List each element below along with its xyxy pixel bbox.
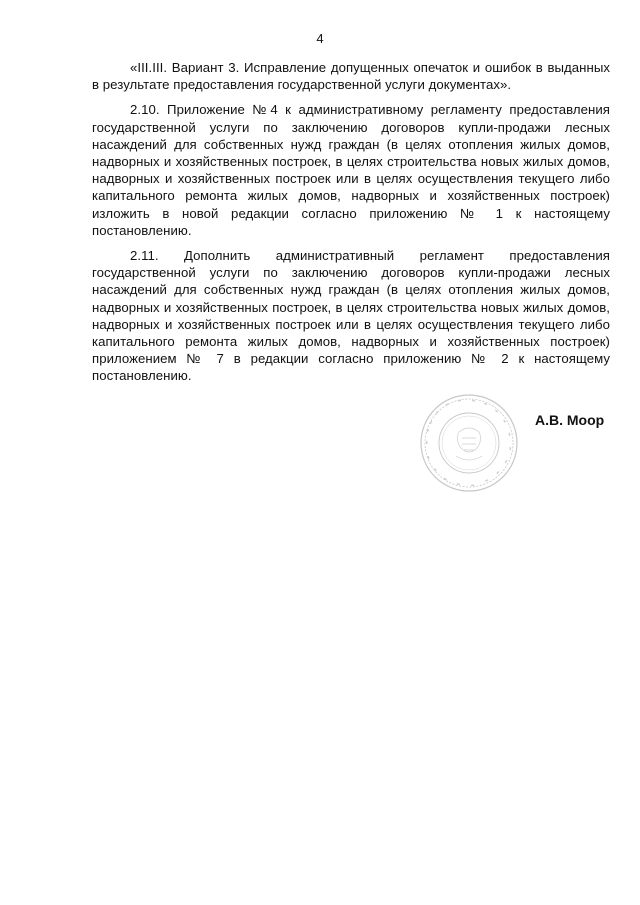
document-body bbox=[92, 59, 610, 393]
paragraph-2-11: 2.11. Дополнить административный регламент предоставления государственной услуги по заключению договоров купли-продажи лесных насаждений для собственных нужд граждан (в целях отопления жилых домов, надворных и хозяйственных построек, в целях строительства новых жилых домов, надворных и хозяйственных построек или в целях осуществления текущего либо капитального ремонта жилых домов, надворных и хозяйственных построек) приложением № 7 в редакции согласно приложению № 2 к настоящему постановлению. bbox=[92, 248, 610, 384]
signer-name: А.В. Моор bbox=[535, 412, 605, 428]
round-official-seal-icon bbox=[418, 392, 520, 494]
page-number: 4 bbox=[316, 31, 324, 46]
paragraph-2-10: 2.10. Приложение №4 к административному регламенту предоставления государственной услуги по заключению договоров купли-продажи лесных насаждений для собственных нужд граждан (в целях отопления жилых домов, надворных и хозяйственных построек, в целях строительства новых жилых домов, надворных и хозяйственных построек или в целях осуществления текущего либо капитального ремонта жилых домов, надворных и хозяйственных построек) изложить в новой редакции согласно приложению № 1 к настоящему постановлению. bbox=[92, 102, 610, 238]
paragraph-variant-3: «III.III. Вариант 3. Исправление допущенных опечаток и ошибок в выданных в результате предоставления государственной услуги документах». bbox=[92, 60, 610, 93]
signature-block bbox=[418, 392, 618, 492]
